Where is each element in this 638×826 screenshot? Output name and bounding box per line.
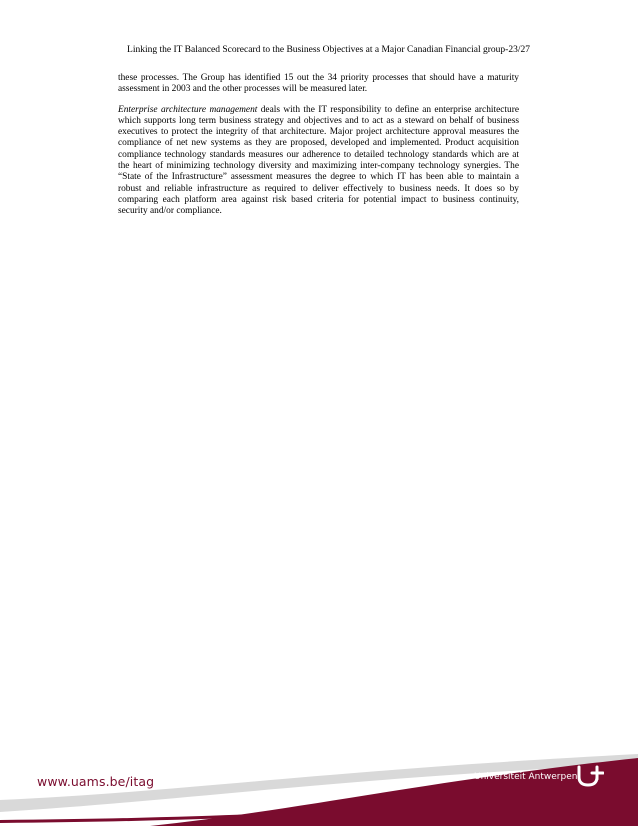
universiteit-antwerpen-logo-icon [576, 764, 604, 788]
document-body [118, 73, 519, 227]
footer-url-link[interactable]: www.uams.be/itag [37, 774, 155, 789]
university-name: Universiteit Antwerpen [474, 772, 578, 782]
running-header: Linking the IT Balanced Scorecard to the Business Objectives at a Major Canadian Financial group-23/27 [127, 45, 530, 55]
paragraph-2 [118, 105, 519, 218]
paragraph-2-lead: Enterprise architecture management [118, 104, 258, 115]
paragraph-2-rest: deals with the IT responsibility to define an enterprise architecture which supports long term business strategy and objectives and to act as a steward on behalf of business executives to protect the integrity of that architecture. Major project architecture approval measures the compliance of net new systems as they are proposed, developed and implemented. Product acquisition compliance technology standards measures our adherence to detailed technology standards which are at the heart of minimizing technology diversity and maximizing inter-company technology synergies. The “State of the Infrastructure” assessment measures the degree to which IT has been able to maintain a robust and reliable infrastructure as required to deliver effectively to business needs. It does so by comparing each platform area against risk based criteria for potential impact to business continuity, security and/or compliance. [118, 104, 519, 217]
paragraph-1: these processes. The Group has identified 15 out the 34 priority processes that should have a maturity assessment in 2003 and the other processes will be measured later. [118, 73, 519, 95]
